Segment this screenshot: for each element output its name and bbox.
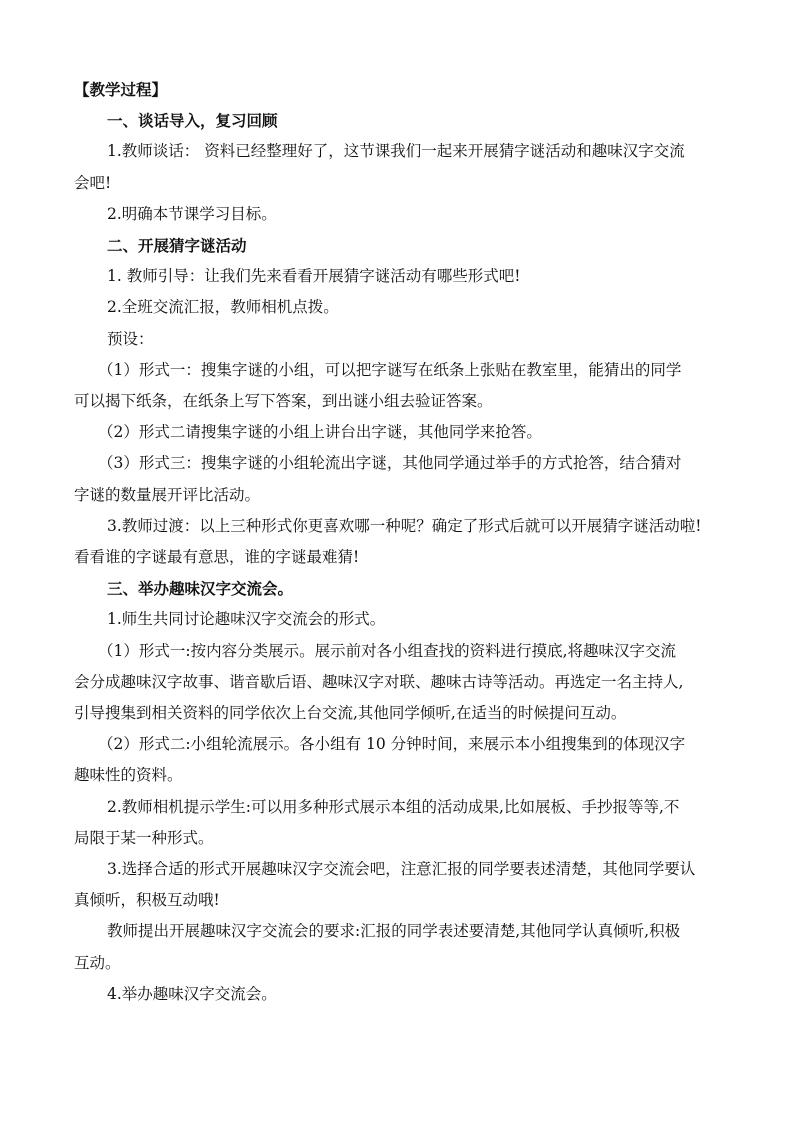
paragraph: 2.教师相机提示学生:可以用多种形式展示本组的活动成果,比如展板、手抄报等等,不 <box>107 797 680 816</box>
paragraph: （3）形式三：搜集字谜的小组轮流出字谜，其他同学通过举手的方式抢答，结合猜对 <box>98 454 682 473</box>
paragraph: 引导搜集到相关资料的同学依次上台交流,其他同学倾听,在适当的时候提问互动。 <box>74 704 627 723</box>
paragraph: 真倾听，积极互动哦! <box>74 891 220 910</box>
paragraph: 4.举办趣味汉字交流会。 <box>107 984 277 1003</box>
heading-2: 二、开展猜字谜活动 <box>107 236 247 256</box>
paragraph: 1. 教师引导：让我们先来看看开展猜字谜活动有哪些形式吧! <box>107 267 521 286</box>
paragraph: 1.师生共同讨论趣味汉字交流会的形式。 <box>107 610 386 629</box>
paragraph: 2.明确本节课学习目标。 <box>107 204 277 223</box>
paragraph: 2.全班交流汇报，教师相机点拨。 <box>107 298 339 317</box>
section-title: 【教学过程】 <box>74 80 168 99</box>
paragraph: （2）形式二请搜集字谜的小组上讲台出字谜，其他同学来抢答。 <box>98 423 542 442</box>
paragraph: 趣味性的资料。 <box>74 766 183 785</box>
paragraph: （1）形式一:按内容分类展示。展示前对各小组查找的资料进行摸底,将趣味汉字交流 <box>98 641 677 660</box>
paragraph: 会分成趣味汉字故事、谐音歇后语、趣味汉字对联、趣味古诗等活动。再选定一名主持人, <box>74 672 684 691</box>
paragraph: 教师提出开展趣味汉字交流会的要求:汇报的同学表述要清楚,其他同学认真倾听,积极 <box>107 922 681 941</box>
paragraph: （2）形式二:小组轮流展示。各小组有 10 分钟时间，来展示本小组搜集到的体现汉字 <box>98 735 686 754</box>
heading-1: 一、谈话导入，复习回顾 <box>107 111 278 131</box>
paragraph: （1）形式一：搜集字谜的小组，可以把字谜写在纸条上张贴在教室里，能猜出的同学 <box>98 360 682 379</box>
paragraph: 互动。 <box>74 953 121 972</box>
paragraph: 3.教师过渡：以上三种形式你更喜欢哪一种呢？确定了形式后就可以开展猜字谜活动啦! <box>107 516 702 535</box>
paragraph: 1.教师谈话： 资料已经整理好了，这节课我们一起来开展猜字谜活动和趣味汉字交流 <box>107 142 685 161</box>
document-body <box>74 74 720 1010</box>
paragraph: 看看谁的字谜最有意思，谁的字谜最难猜! <box>74 548 360 567</box>
heading-3: 三、举办趣味汉字交流会。 <box>107 579 294 599</box>
paragraph: 局限于某一种形式。 <box>74 828 214 847</box>
paragraph: 会吧! <box>74 173 112 192</box>
paragraph: 3.选择合适的形式开展趣味汉字交流会吧，注意汇报的同学要表述清楚，其他同学要认 <box>107 860 696 879</box>
paragraph: 字谜的数量展开评比活动。 <box>74 485 261 504</box>
paragraph: 预设： <box>107 329 154 348</box>
paragraph: 可以揭下纸条，在纸条上写下答案，到出谜小组去验证答案。 <box>74 392 493 411</box>
